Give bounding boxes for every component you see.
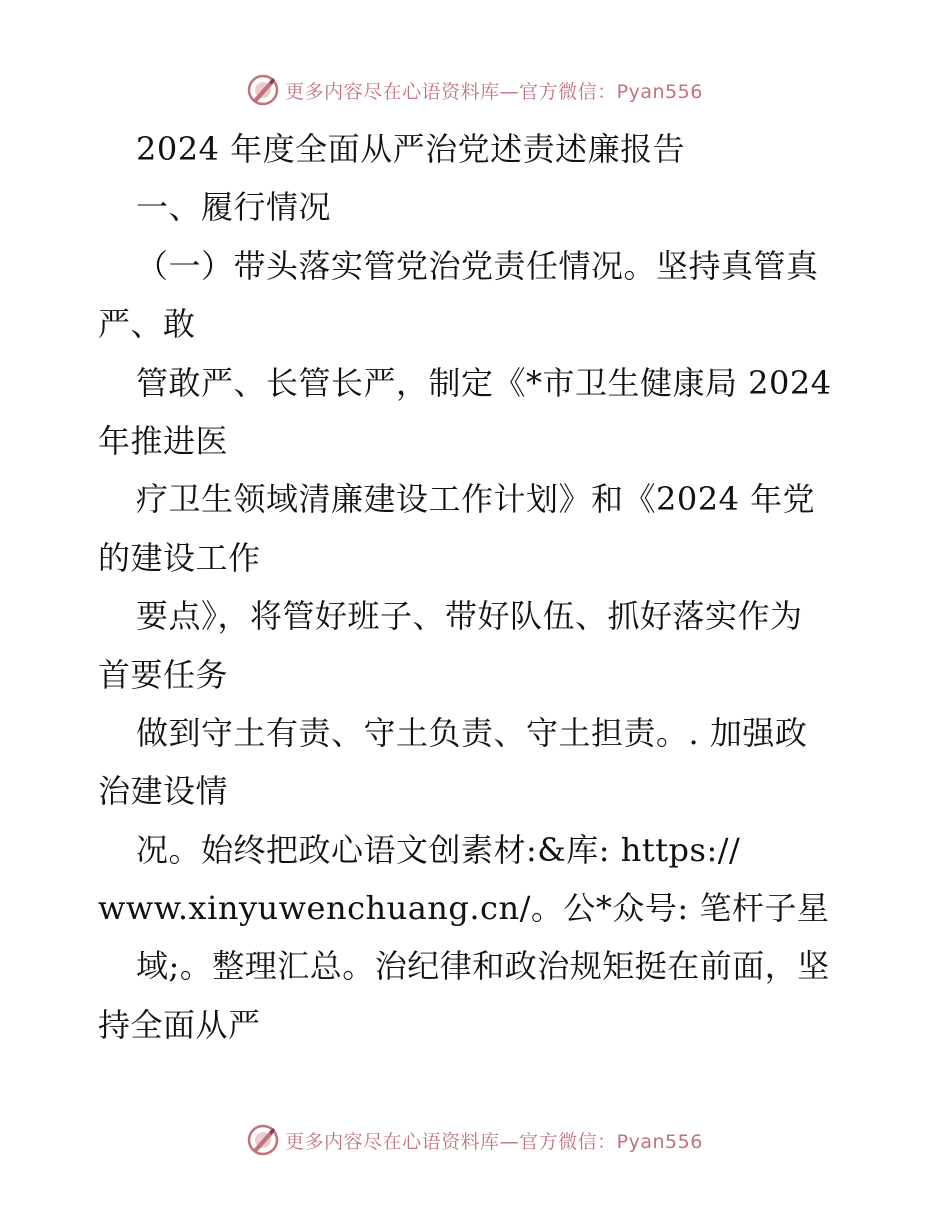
watermark-footer [0, 1120, 950, 1160]
text-line: （一）带头落实管党治党责任情况。坚持真管真 [136, 246, 819, 285]
pen-logo-icon [247, 74, 279, 106]
pen-logo-icon [247, 1124, 279, 1156]
text-line: 域;。整理汇总。治纪律和政治规矩挺在前面，坚 [136, 947, 830, 986]
text-line: 年推进医 [98, 421, 229, 460]
text-line: 管敢严、长管长严，制定《*市卫生健康局 2024 [136, 363, 832, 402]
text-line: 治建设情 [98, 772, 229, 811]
text-line: 要点》，将管好班子、带好队伍、抓好落实作为 [136, 597, 803, 636]
document-title: 2024 年度全面从严治党述责述廉报告 [136, 130, 686, 168]
watermark-text: 更多内容尽在心语资料库—官方微信：Pyan556 [285, 1130, 703, 1153]
text-line: 严、敢 [98, 305, 196, 344]
text-line: 首要任务 [98, 655, 229, 694]
text-line: www.xinyuwenchuang.cn/。公*众号: 笔杆子星 [98, 889, 830, 928]
watermark-text: 更多内容尽在心语资料库—官方微信：Pyan556 [285, 80, 703, 103]
text-line: 况。始终把政心语文创素材:&库: https:// [136, 830, 741, 869]
watermark-header [0, 70, 950, 110]
text-line: 一、履行情况 [136, 188, 332, 227]
text-line: 持全面从严 [98, 1005, 261, 1044]
document-body [98, 120, 858, 1054]
text-line: 做到守土有责、守土负责、守土担责。. 加强政 [136, 713, 808, 752]
text-line: 的建设工作 [98, 538, 261, 577]
text-line: 疗卫生领域清廉建设工作计划》和《2024 年党 [136, 480, 816, 519]
